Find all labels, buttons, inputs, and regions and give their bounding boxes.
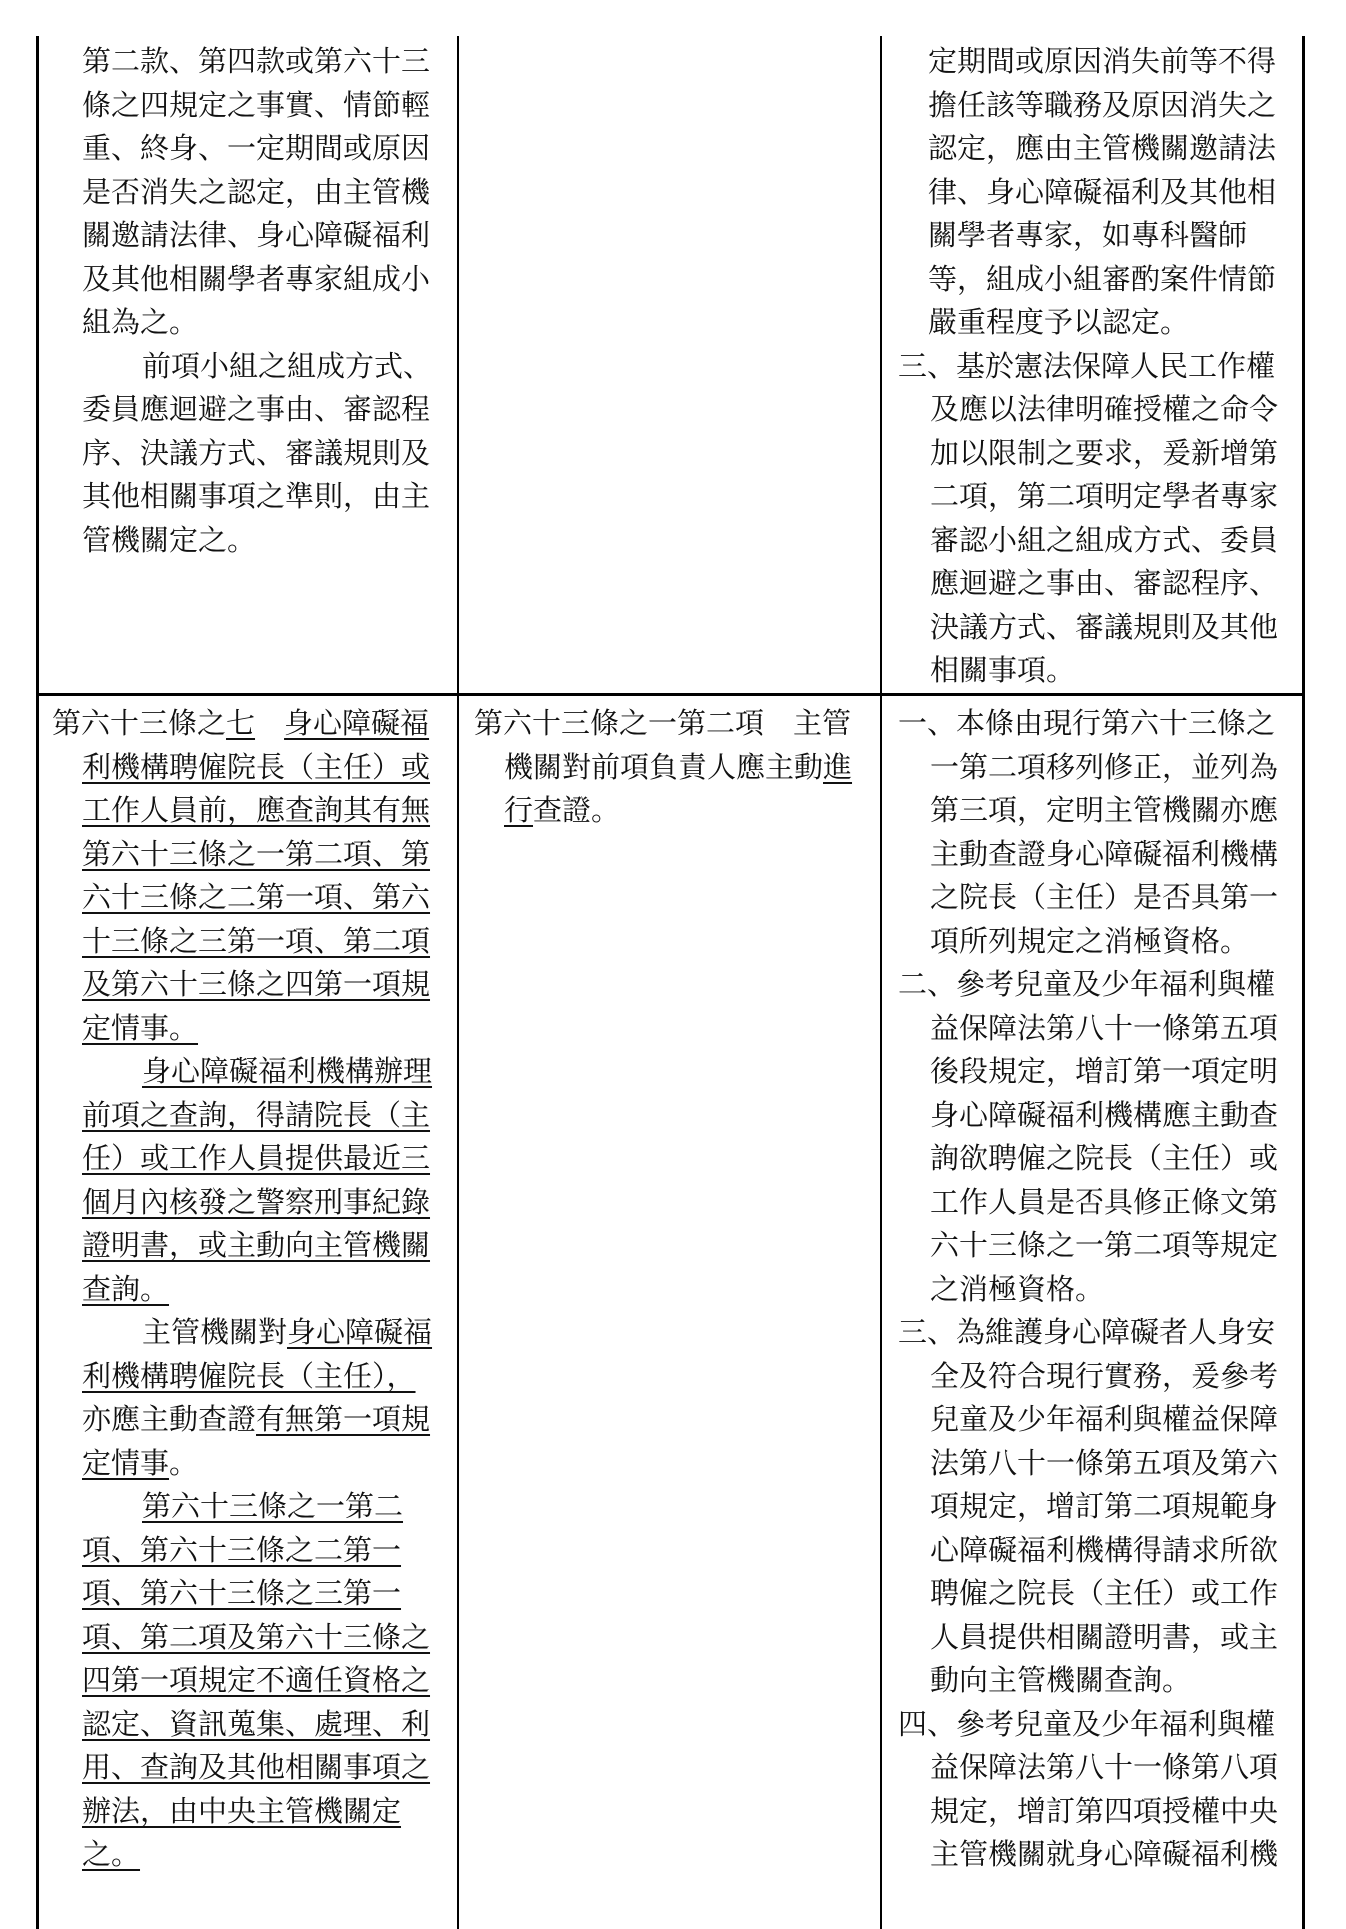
current-text-a: 第六十三條之一第二項 主管機關對前項負責人應主動 [474, 706, 852, 784]
column-divider-2 [880, 36, 882, 1929]
table-right-border [1302, 36, 1305, 1929]
heading-spacer [255, 706, 284, 740]
row-divider [36, 693, 1304, 696]
article-63-7-paragraph-1-text: 身心障礙福利機構聘僱院長（主任）或工作人員前，應查詢其有無第六十三條之一第二項、第六十三條之二第一項、第六十三條之三第一項、第二項及第六十三條之四第一項規定情事。 [82, 706, 431, 1045]
article-63-7-paragraph-2 [52, 1050, 444, 1311]
current-text-b: 進行 [504, 749, 853, 827]
table-left-border [36, 36, 39, 1929]
article-63-7-paragraph-2-text: 身心障礙福利機構辦理前項之查詢，得請院長（主任）或工作人員提供最近三個月內核發之警察刑事紀錄證明書，或主動向主管機關查詢。 [82, 1054, 433, 1306]
top-explanation-cell [898, 40, 1290, 693]
bottom-explanation-item-2: 二、參考兒童及少年福利與權益保障法第八十一條第五項後段規定，增訂第一項定明身心障礙福利機構應主動查詢欲聘僱之院長（主任）或工作人員是否具修正條文第六十三條之一第二項等規定之消極資格。 [898, 967, 1279, 1306]
p3-part-e: 。 [169, 1445, 199, 1480]
p3-part-c: 亦應主動查證 [82, 1402, 257, 1436]
article-number-underlined: 七 [226, 706, 256, 740]
top-amended-text-cell [52, 40, 444, 562]
bottom-explanation-cell [898, 702, 1290, 1877]
article-63-7-paragraph-1 [52, 702, 444, 1050]
p3-part-d: 有無第一項規定情事 [82, 1402, 431, 1480]
top-explanation-item-3: 三、基於憲法保障人民工作權及應以法律明確授權之命令加以限制之要求，爰新增第二項，第二項明定學者專家審認小組之組成方式、委員應迴避之事由、審認程序、決議方式、審議規則及其他相關事項。 [898, 348, 1279, 687]
article-63-7-paragraph-4-text: 第六十三條之一第二項、第六十三條之二第一項、第六十三條之三第一項、第二項及第六十三條之四第一項規定不適任資格之認定、資訊蒐集、處理、利用、查詢及其他相關事項之辦法，由中央主管機關定之。 [82, 1489, 431, 1871]
column-divider-1 [457, 36, 459, 1929]
bottom-explanation-item-3: 三、為維護身心障礙者人身安全及符合現行實務，爰參考兒童及少年福利與權益保障法第八十一條第五項及第六項規定，增訂第二項規範身心障礙福利機構得請求所欲聘僱之院長（主任）或工作人員提供相關證明書，或主動向主管機關查詢。 [898, 1315, 1279, 1697]
top-amended-paragraph-2: 前項小組之組成方式、委員應迴避之事由、審認程序、決議方式、審議規則及其他相關事項之準則，由主管機關定之。 [82, 348, 433, 557]
bottom-current-text-cell [474, 702, 874, 833]
article-63-7-paragraph-3 [52, 1311, 444, 1485]
current-article-63-1-paragraph-2 [474, 702, 874, 833]
top-amended-paragraph-1: 第二款、第四款或第六十三條之四規定之事實、情節輕重、終身、一定期間或原因是否消失之認定，由主管機關邀請法律、身心障礙福利及其他相關學者專家組成小組為之。 [82, 44, 431, 339]
bottom-explanation-item-1: 一、本條由現行第六十三條之一第二項移列修正，並列為第三項，定明主管機關亦應主動查證身心障礙福利機構之院長（主任）是否具第一項所列規定之消極資格。 [898, 706, 1279, 958]
p3-part-b: 身心障礙福利機構聘僱院長（主任）， [82, 1315, 433, 1393]
bottom-explanation-item-4: 四、參考兒童及少年福利與權益保障法第八十一條第八項規定，增訂第四項授權中央主管機關就身心障礙福利機 [898, 1706, 1279, 1871]
current-text-c: 查證。 [533, 793, 621, 827]
bottom-amended-text-cell [52, 702, 444, 1877]
article-63-7-paragraph-4 [52, 1485, 444, 1877]
article-63-7-heading: 第六十三條之 [52, 706, 227, 740]
p3-part-a: 主管機關對 [142, 1315, 288, 1349]
top-explanation-continuation: 定期間或原因消失前等不得擔任該等職務及原因消失之認定，應由主管機關邀請法律、身心障礙福利及其他相關學者專家，如專科醫師等，組成小組審酌案件情節嚴重程度予以認定。 [928, 44, 1277, 339]
